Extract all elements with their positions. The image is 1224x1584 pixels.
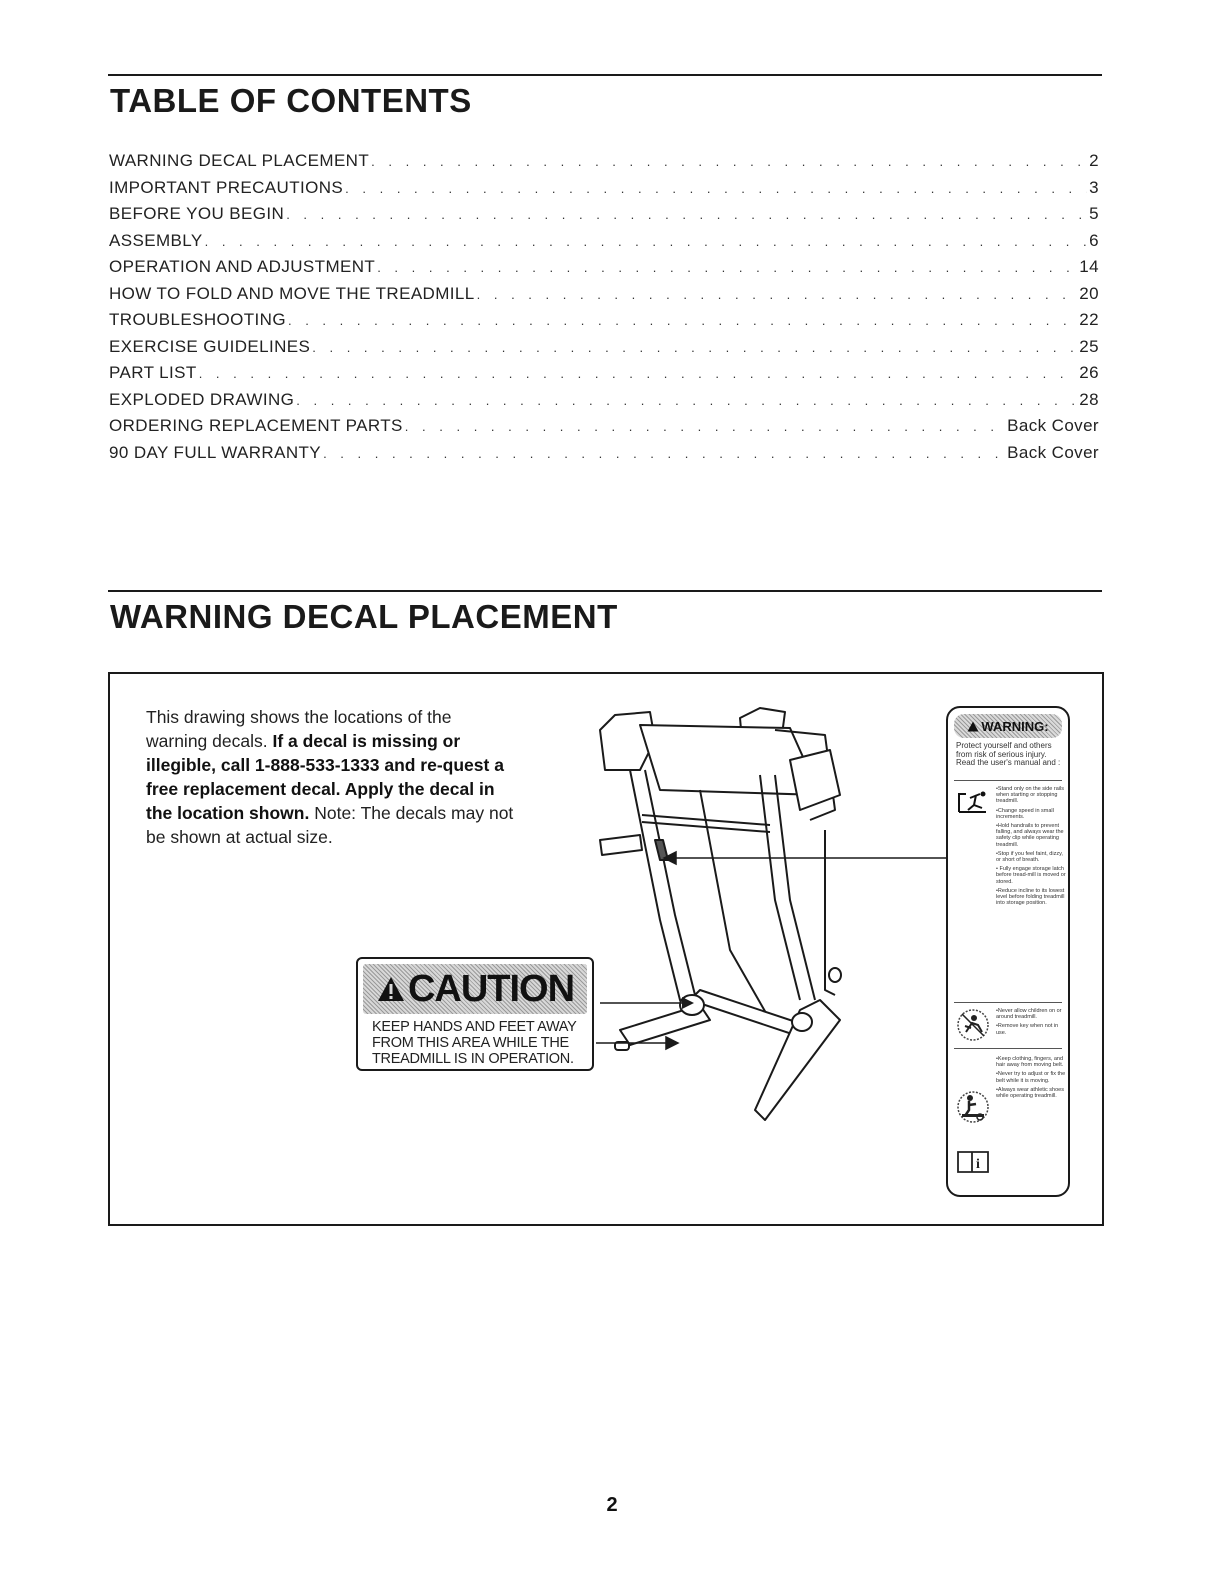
caution-title: CAUTION	[407, 967, 575, 1010]
warning-title: WARNING:	[981, 718, 1049, 734]
warning-list-1: •Stand only on the side rails when starting or stopping treadmill. •Change speed in small increments. •Hold handrails to prevent falling, and always wear the safety clip while operating treadmill. •Stop if you feel faint, dizzy, or short of breath. • Fully engage storage latch before tread-mill is moved or stored. •Reduce incline to its lowest level before folding treadmill into storage position.	[996, 786, 1066, 907]
warning-top-rule	[108, 590, 1102, 592]
toc-top-rule	[108, 74, 1102, 76]
toc-entry[interactable]: 90 DAY FULL WARRANTY . . . Back Cover	[109, 443, 1099, 470]
toc-entry[interactable]: EXPLODED DRAWING . . . 28	[109, 390, 1099, 417]
toc-entry[interactable]: EXERCISE GUIDELINES . . . 25	[109, 337, 1099, 364]
dot-leader	[405, 419, 1005, 434]
intro-paragraph: This drawing shows the locations of the warning decals. If a decal is missing or illegible, call 1-888-533-1333 and re-quest a free replacement decal. Apply the decal in the location shown. Note: The decals may not be shown at actual size.	[146, 707, 514, 847]
warning-banner	[954, 714, 1062, 738]
toc-list	[109, 151, 1099, 469]
toc-entry[interactable]: PART LIST . . . 26	[109, 363, 1099, 390]
warning-heading: WARNING DECAL PLACEMENT	[110, 598, 618, 635]
toc-entry[interactable]: TROUBLESHOOTING . . . 22	[109, 310, 1099, 337]
divider	[954, 1048, 1062, 1049]
dot-leader	[288, 313, 1077, 328]
moving-belt-hazard-icon	[956, 1090, 990, 1124]
dot-leader	[199, 366, 1078, 381]
dot-leader	[312, 340, 1077, 355]
toc-entry[interactable]: BEFORE YOU BEGIN . . . 5	[109, 204, 1099, 231]
page-number: 2	[606, 1494, 618, 1516]
dot-leader	[377, 260, 1077, 275]
warning-list-2: •Never allow children on or around treadmill. •Remove key when not in use.	[996, 1008, 1062, 1036]
divider	[954, 780, 1062, 781]
warning-intro: Protect yourself and others from risk of serious injury. Read the user's manual and :	[956, 741, 1061, 767]
warning-decal	[946, 706, 1070, 1197]
no-children-icon	[956, 1008, 990, 1042]
divider	[954, 1002, 1062, 1003]
toc-heading: TABLE OF CONTENTS	[110, 82, 472, 119]
dot-leader	[323, 446, 1005, 461]
toc-entry[interactable]: HOW TO FOLD AND MOVE THE TREADMILL . . . 20	[109, 284, 1099, 311]
toc-entry[interactable]: ORDERING REPLACEMENT PARTS . . . Back Cover	[109, 416, 1099, 443]
warning-list-3: •Keep clothing, fingers, and hair away from moving belt. •Never try to adjust or fix the belt while it is moving. •Always wear athletic shoes while operating treadmill.	[996, 1056, 1066, 1100]
dot-leader	[371, 154, 1087, 169]
warning-triangle-icon	[967, 721, 979, 732]
dot-leader	[477, 287, 1078, 302]
warning-triangle-icon	[376, 975, 406, 1003]
caution-text: KEEP HANDS AND FEET AWAY FROM THIS AREA WHILE THE TREADMILL IS IN OPERATION.	[372, 1019, 577, 1067]
stand-on-rails-icon	[956, 790, 990, 814]
toc-entry[interactable]: IMPORTANT PRECAUTIONS . . . 3	[109, 178, 1099, 205]
read-manual-icon	[956, 1148, 990, 1174]
treadmill-drawing	[560, 700, 960, 1130]
toc-entry[interactable]: ASSEMBLY . . . 6	[109, 231, 1099, 258]
dot-leader	[286, 207, 1087, 222]
svg-text:i: i	[976, 1157, 980, 1172]
dot-leader	[345, 181, 1087, 196]
dot-leader	[296, 393, 1077, 408]
dot-leader	[205, 234, 1088, 249]
caution-decal	[356, 957, 594, 1071]
toc-entry[interactable]: OPERATION AND ADJUSTMENT . . . 14	[109, 257, 1099, 284]
caution-banner	[363, 964, 587, 1014]
toc-entry[interactable]: WARNING DECAL PLACEMENT . . . 2	[109, 151, 1099, 178]
